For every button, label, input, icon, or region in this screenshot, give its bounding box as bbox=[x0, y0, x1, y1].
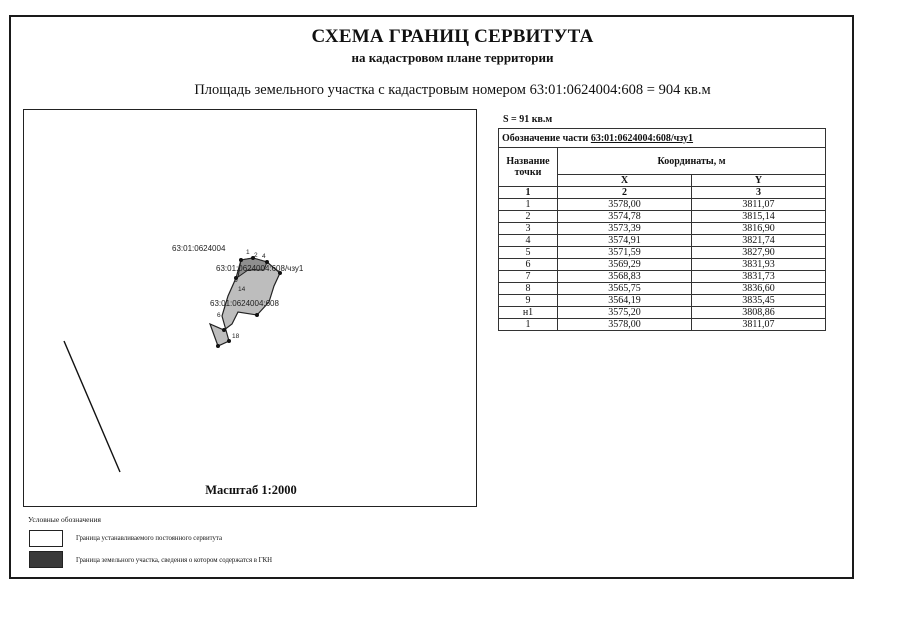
coord-y: 3831,93 bbox=[691, 259, 825, 271]
coord-y: 3827,90 bbox=[691, 247, 825, 259]
point-name: 1 bbox=[499, 199, 558, 211]
point-name: 6 bbox=[499, 259, 558, 271]
map-point bbox=[255, 313, 259, 317]
table-row bbox=[499, 199, 826, 211]
legend-text-parcel: Граница земельного участка, сведения о котором содержатся в ГКН bbox=[76, 557, 273, 564]
table-column-numbers bbox=[499, 187, 826, 199]
table-row bbox=[499, 307, 826, 319]
point-name: 3 bbox=[499, 223, 558, 235]
cadastral-map bbox=[23, 109, 477, 507]
part-designation-number: 63:01:0624004:608/чзу1 bbox=[590, 132, 694, 144]
coord-x: 3578,00 bbox=[558, 319, 692, 331]
legend-swatch-parcel bbox=[29, 551, 63, 568]
point-label-1: 1 bbox=[246, 249, 250, 256]
point-name: 4 bbox=[499, 235, 558, 247]
table-row bbox=[499, 211, 826, 223]
header-point-name: Название точки bbox=[499, 148, 558, 187]
coord-x: 3574,78 bbox=[558, 211, 692, 223]
coord-y: 3808,86 bbox=[691, 307, 825, 319]
point-label-2: 2 bbox=[254, 252, 258, 259]
point-name: 8 bbox=[499, 283, 558, 295]
coord-y: 3811,07 bbox=[691, 319, 825, 331]
point-name: 7 bbox=[499, 271, 558, 283]
header-coordinates: Координаты, м bbox=[558, 148, 826, 175]
table-row bbox=[499, 319, 826, 331]
header-x: X bbox=[558, 175, 692, 187]
table-part-header bbox=[499, 129, 826, 148]
coord-x: 3568,83 bbox=[558, 271, 692, 283]
map-point bbox=[227, 339, 231, 343]
parcel-area-line: Площадь земельного участка с кадастровым номером 63:01:0624004:608 = 904 кв.м bbox=[194, 82, 711, 98]
map-point bbox=[239, 258, 243, 262]
coord-y: 3836,60 bbox=[691, 283, 825, 295]
coordinates-table bbox=[498, 128, 826, 331]
map-point bbox=[222, 328, 226, 332]
coord-x: 3564,19 bbox=[558, 295, 692, 307]
legend-title: Условные обозначения bbox=[28, 515, 101, 524]
column-number-1: 1 bbox=[499, 187, 558, 199]
table-row bbox=[499, 283, 826, 295]
map-drawing bbox=[24, 110, 478, 508]
header-y: Y bbox=[691, 175, 825, 187]
legend-swatch-servitude bbox=[29, 530, 63, 547]
coord-y: 3815,14 bbox=[691, 211, 825, 223]
coord-y: 3811,07 bbox=[691, 199, 825, 211]
quarter-label: 63:01:0624004 bbox=[172, 244, 226, 253]
coord-y: 3831,73 bbox=[691, 271, 825, 283]
coord-y: 3835,45 bbox=[691, 295, 825, 307]
point-label-18: 18 bbox=[232, 333, 240, 340]
document-subtitle: на кадастровом плане территории bbox=[351, 50, 554, 65]
coord-x: 3578,00 bbox=[558, 199, 692, 211]
table-row bbox=[499, 259, 826, 271]
parcel-label: 63:01:0624004:608 bbox=[210, 299, 279, 308]
coord-x: 3569,29 bbox=[558, 259, 692, 271]
point-label-4: 4 bbox=[262, 253, 266, 260]
table-row bbox=[499, 295, 826, 307]
point-name: 9 bbox=[499, 295, 558, 307]
map-point bbox=[216, 344, 220, 348]
boundary-line bbox=[64, 341, 120, 472]
legend-text-servitude: Граница устанавливаемого постоянного сервитута bbox=[76, 535, 222, 542]
coord-y: 3821,74 bbox=[691, 235, 825, 247]
servitude-area: S = 91 кв.м bbox=[503, 114, 553, 125]
table-row bbox=[499, 247, 826, 259]
point-name: 2 bbox=[499, 211, 558, 223]
point-name: 5 bbox=[499, 247, 558, 259]
coord-x: 3575,20 bbox=[558, 307, 692, 319]
point-name: н1 bbox=[499, 307, 558, 319]
table-header-row bbox=[499, 148, 826, 175]
document-title: СХЕМА ГРАНИЦ СЕРВИТУТА bbox=[311, 26, 594, 47]
point-name: 1 bbox=[499, 319, 558, 331]
coord-x: 3571,59 bbox=[558, 247, 692, 259]
part-designation-cell bbox=[499, 129, 826, 148]
coord-x: 3565,75 bbox=[558, 283, 692, 295]
column-number-3: 3 bbox=[691, 187, 825, 199]
point-label-6: 6 bbox=[217, 312, 221, 319]
coord-x: 3574,91 bbox=[558, 235, 692, 247]
part-designation-label: Обозначение части bbox=[502, 132, 589, 144]
column-number-2: 2 bbox=[558, 187, 692, 199]
table-row bbox=[499, 223, 826, 235]
point-label-14: 14 bbox=[238, 286, 246, 293]
point-label-5: 5 bbox=[234, 277, 238, 284]
coord-y: 3816,90 bbox=[691, 223, 825, 235]
map-scale: Масштаб 1:2000 bbox=[205, 483, 297, 497]
coord-x: 3573,39 bbox=[558, 223, 692, 235]
table-row bbox=[499, 271, 826, 283]
table-row bbox=[499, 235, 826, 247]
part-label: 63:01:0624004:608/чзу1 bbox=[216, 264, 304, 273]
